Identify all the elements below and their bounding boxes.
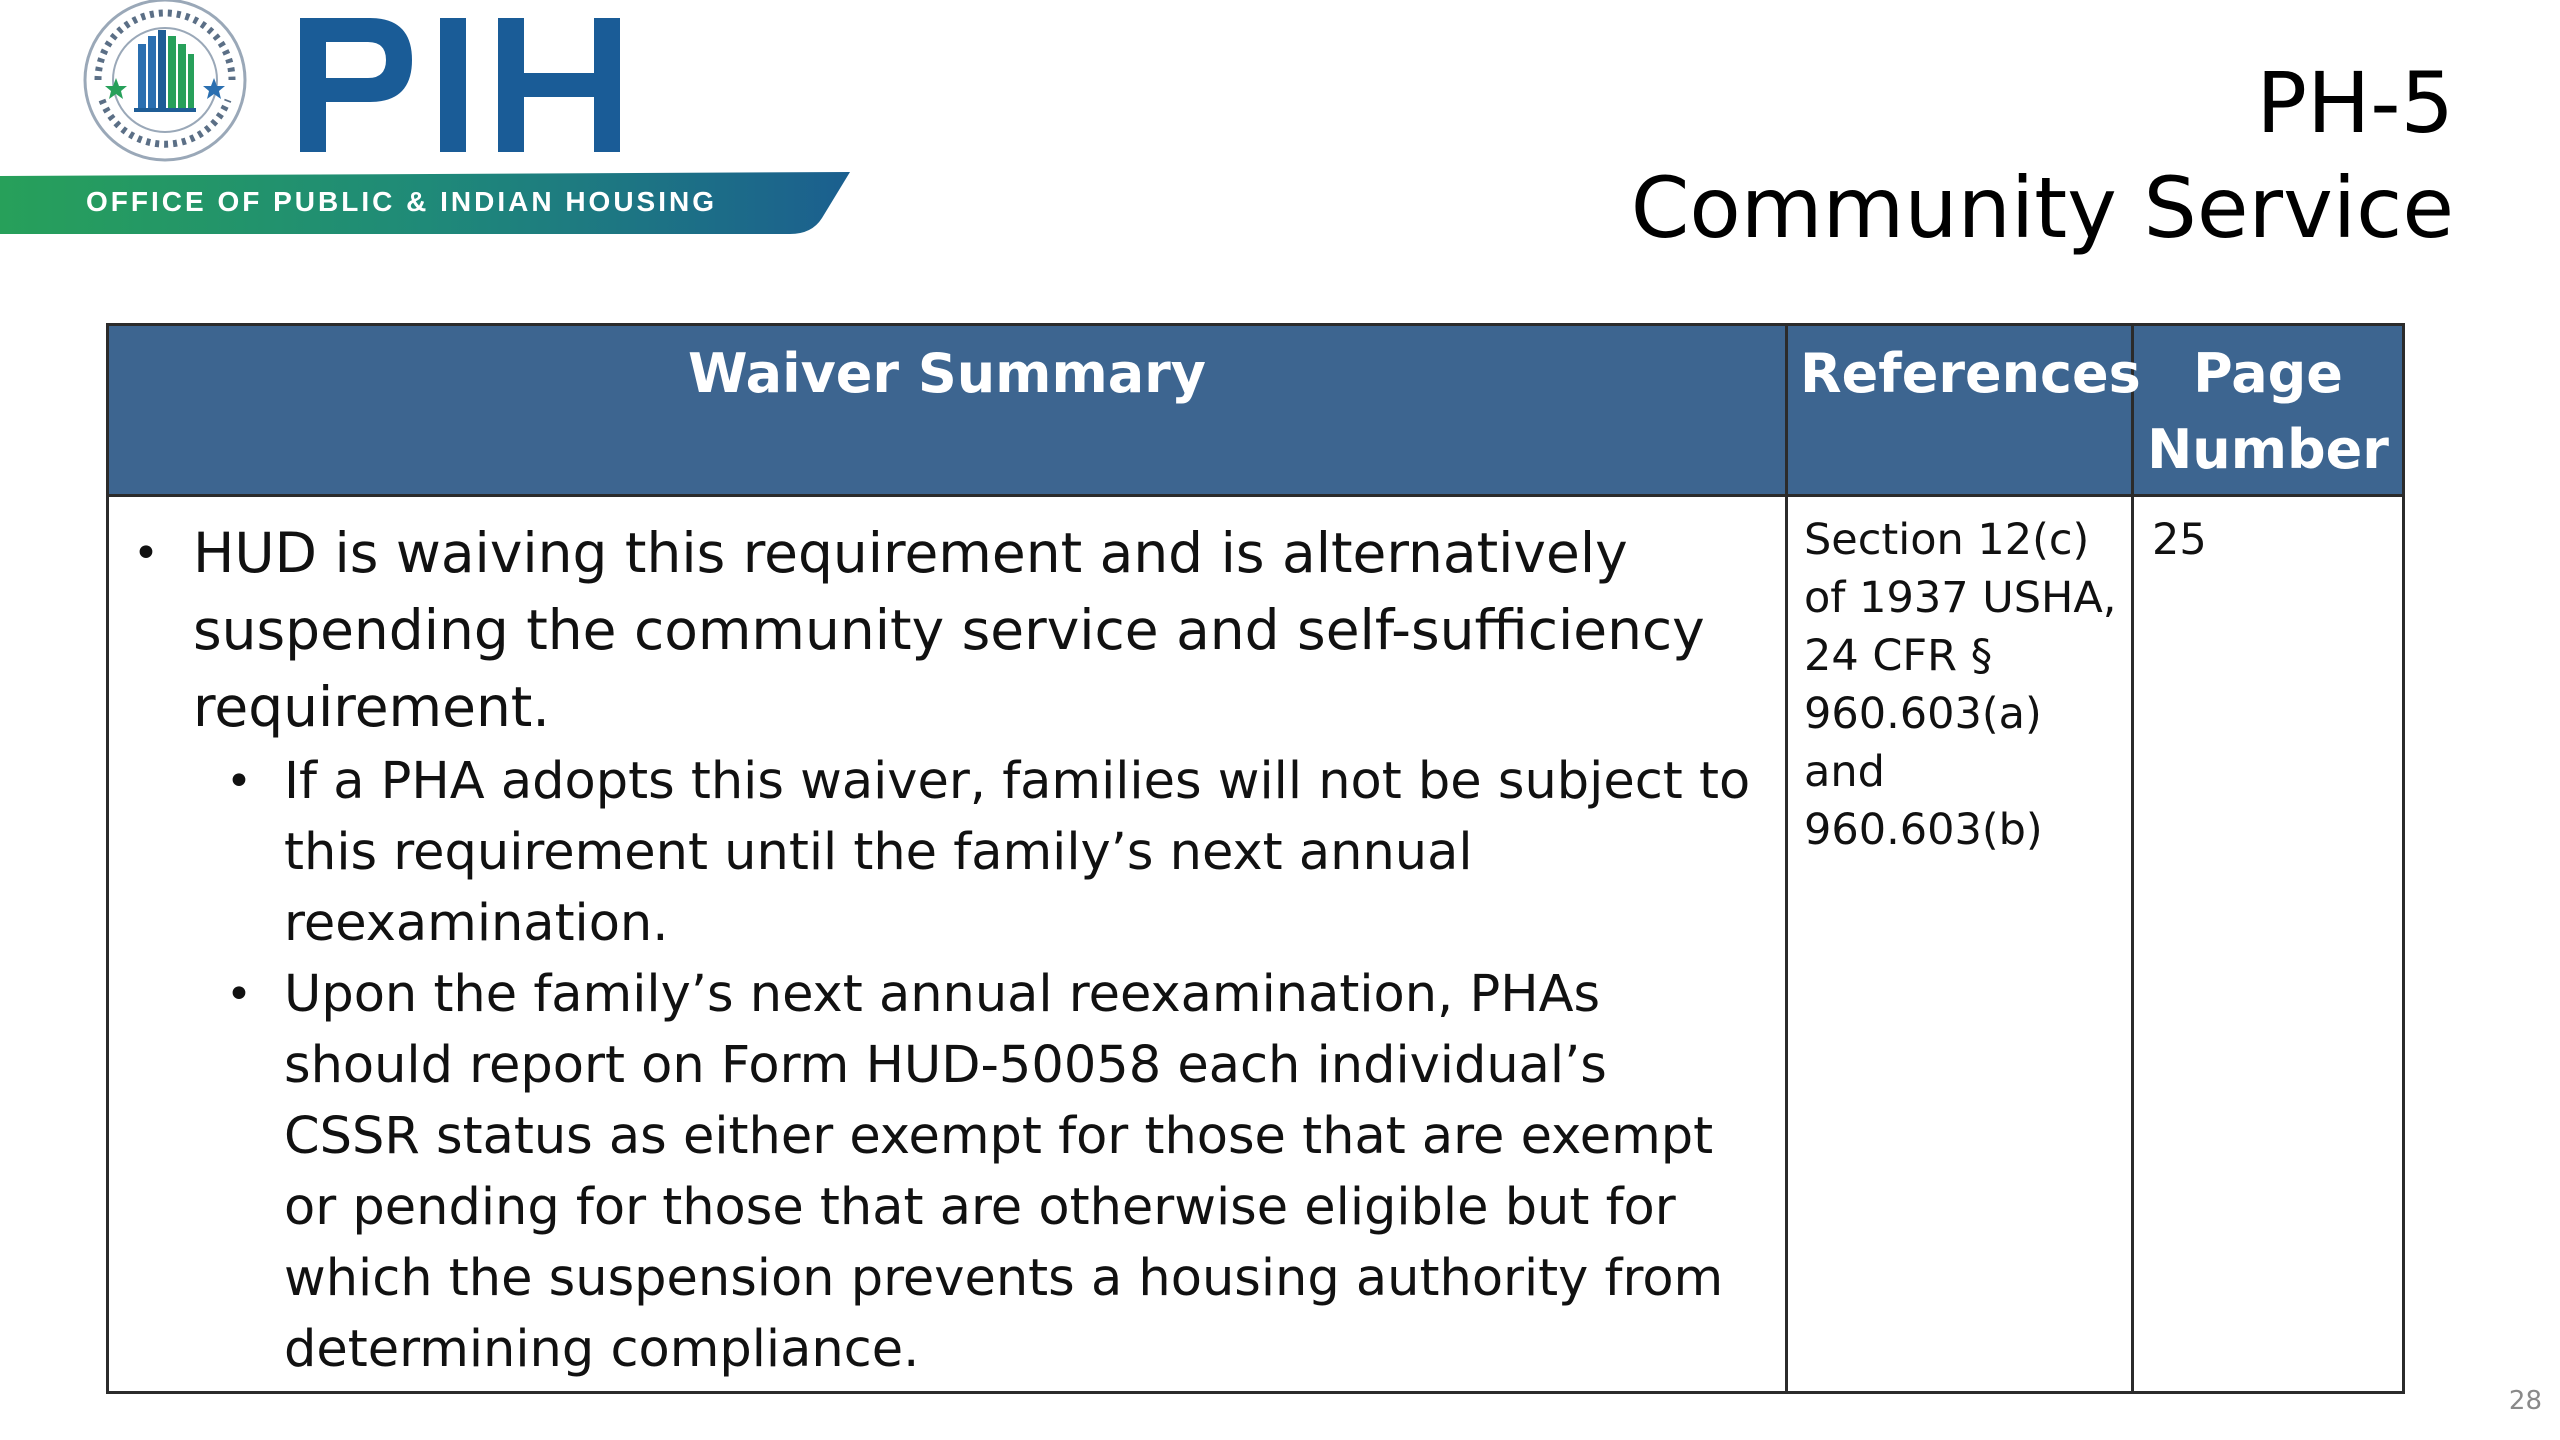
slide-number: 28 — [2508, 1386, 2542, 1416]
sub-bullet-text: If a PHA adopts this waiver, families will not be subject to this requirement until the family’s next annual reexamination. — [284, 752, 1751, 953]
page-number-cell: 25 — [2133, 496, 2404, 1393]
office-banner — [0, 172, 850, 234]
banner-label: OFFICE OF PUBLIC & INDIAN HOUSING — [86, 186, 717, 217]
references-cell: Section 12(c) of 1937 USHA, 24 CFR § 960.603(a) and 960.603(b) — [1787, 496, 2133, 1393]
header-waiver-summary: Waiver Summary — [108, 325, 1787, 496]
hud-seal-icon — [76, 0, 254, 170]
main-bullet — [129, 515, 1757, 746]
header-page-number: Page Number — [2133, 325, 2404, 496]
waiver-table — [106, 323, 2405, 1394]
sub-bullet-text: Upon the family’s next annual reexamination, PHAs should report on Form HUD-50058 each individual’s CSSR status as either exempt for those that are exempt or pending for those that are otherwise eligible but for which the suspension prevents a housing authority from determining compliance. — [284, 965, 1724, 1379]
sub-bullet — [224, 959, 1757, 1385]
title-name: Community Service — [1630, 159, 2454, 257]
table-header-row — [108, 325, 2404, 496]
slide-title — [1631, 52, 2454, 262]
bullet-icon: • — [226, 756, 252, 807]
summary-cell — [108, 496, 1787, 1393]
pih-wordmark-logo — [294, 6, 634, 156]
table-row — [108, 496, 2404, 1393]
bullet-icon: • — [226, 969, 252, 1020]
bullet-icon: • — [133, 528, 159, 579]
title-code: PH-5 — [2256, 54, 2454, 152]
header-references: References — [1787, 325, 2133, 496]
main-bullet-text: HUD is waiving this requirement and is alternatively suspending the community service and self-sufficiency requirement. — [193, 521, 1705, 739]
sub-bullet — [224, 746, 1757, 959]
